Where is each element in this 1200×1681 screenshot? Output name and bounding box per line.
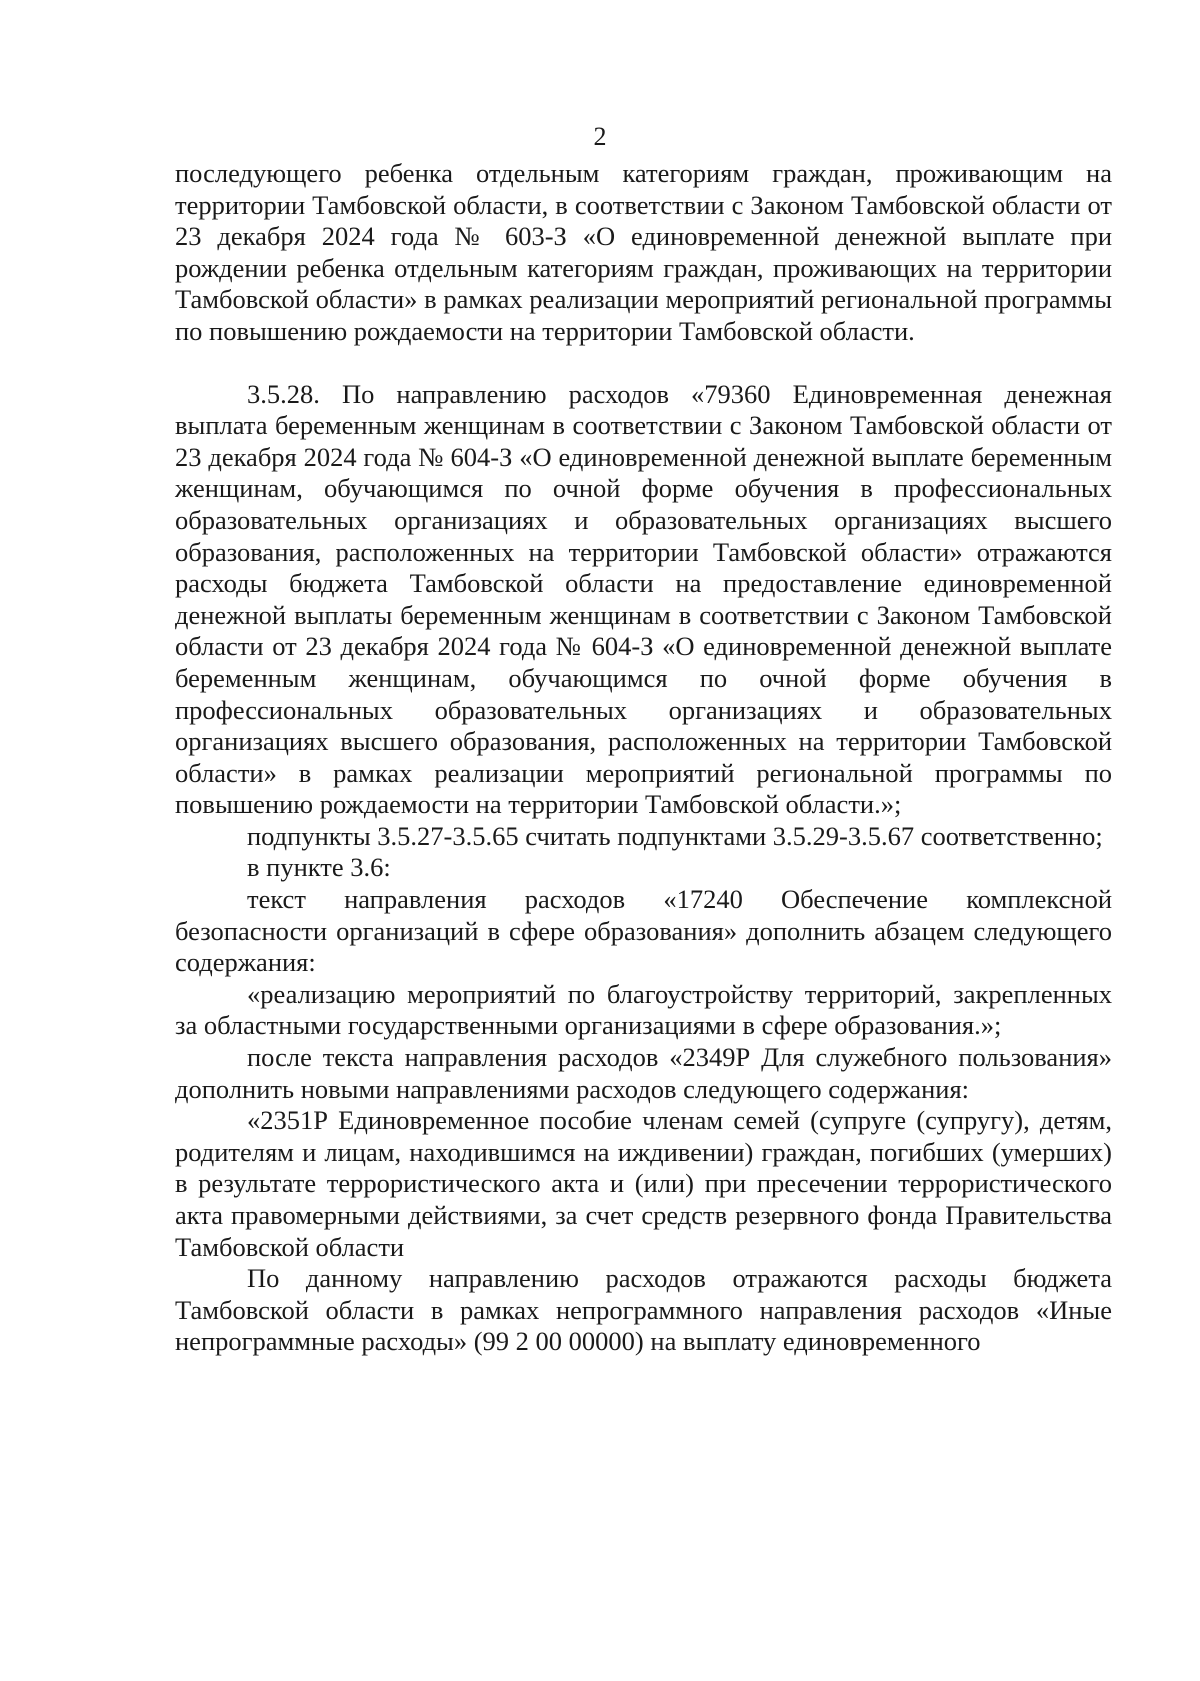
document-body (175, 158, 1112, 1358)
paragraph-2351r-description: По данному направлению расходов отражаются расходы бюджета Тамбовской области в рамках непрограммного направления расходов «Иные непрограммные расходы» (99 2 00 00000) на выплату единовременного (175, 1263, 1112, 1357)
paragraph-renumbering: подпункты 3.5.27-3.5.65 считать подпунктами 3.5.29-3.5.67 соответственно; (247, 820, 1103, 851)
paragraph-clause-3-5-28: 3.5.28. По направлению расходов «79360 Единовременная денежная выплата беременным женщинам в соответствии с Законом Тамбовской области от 23 декабря 2024 года № 604-З «О единовременной денежной выплате беременным женщинам, обучающимся по очной форме обучения в профессиональных образовательных организациях и образовательных организациях высшего образования, расположенных на территории Тамбовской области» отражаются расходы бюджета Тамбовской области на предоставление единовременной денежной выплаты беременным женщинам в соответствии с Законом Тамбовской области от 23 декабря 2024 года № 604-З «О единовременной денежной выплате беременным женщинам, обучающимся по очной форме обучения в профессиональных образовательных организациях и образовательных организациях высшего образования, расположенных на территории Тамбовской области» в рамках реализации мероприятий региональной программы по повышению рождаемости на территории Тамбовской области.»; (175, 378, 1112, 820)
paragraph-17240-addition: «реализацию мероприятий по благоустройству территорий, закрепленных за областными государственными организациями в сфере образования.»; (175, 978, 1112, 1041)
paragraph-point-3-6: в пункте 3.6: (247, 852, 391, 883)
paragraph-2351r-title: «2351Р Единовременное пособие членам семей (супруге (супругу), детям, родителям и лицам, находившимся на иждивении) граждан, погибших (умерших) в результате террористического акта и (или) при пресечении террористического акта правомерными действиями, за счет средств резервного фонда Правительства Тамбовской области (175, 1105, 1112, 1262)
paragraph-2349r-amendment: после текста направления расходов «2349Р Для служебного пользования» дополнить новыми направлениями расходов следующего содержания: (175, 1042, 1112, 1104)
paragraph-17240-amendment: текст направления расходов «17240 Обеспечение комплексной безопасности организаций в сфере образования» дополнить абзацем следующего содержания: (175, 884, 1112, 978)
page-number: 2 (593, 122, 607, 151)
paragraph-continuation: последующего ребенка отдельным категориям граждан, проживающим на территории Тамбовской области, в соответствии с Законом Тамбовской области от 23 декабря 2024 года № 603-З «О единовременной денежной выплате при рождении ребенка отдельным категориям граждан, проживающих на территории Тамбовской области» в рамках реализации мероприятий региональной программы по повышению рождаемости на территории Тамбовской области. (175, 158, 1112, 346)
